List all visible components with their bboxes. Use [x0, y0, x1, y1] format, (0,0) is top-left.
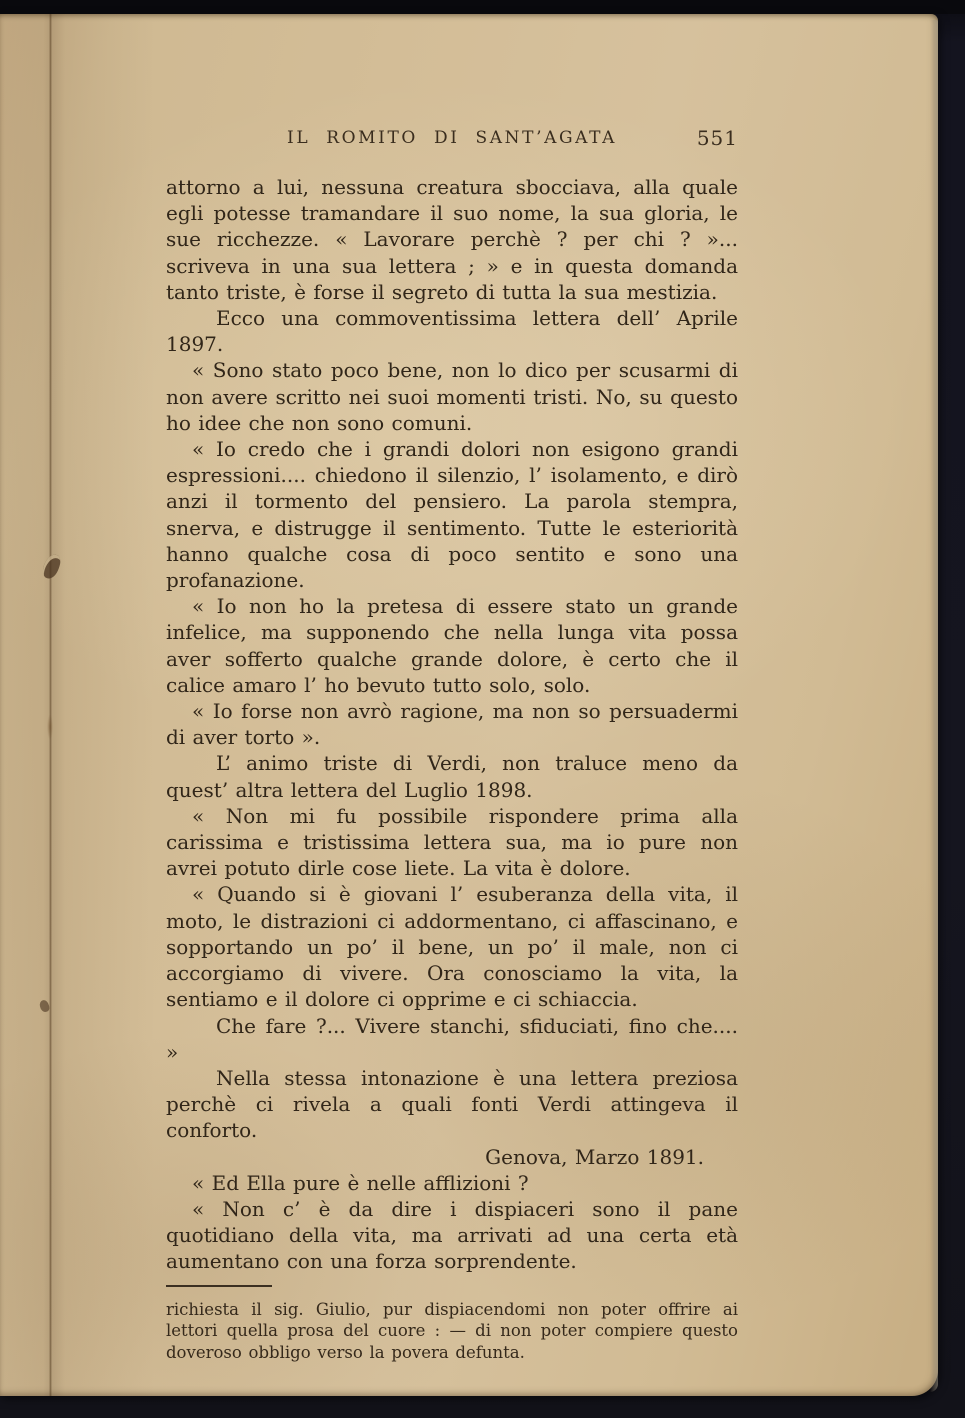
- paragraph-13: « Ed Ella pure è nelle afflizioni ?: [192, 1170, 529, 1195]
- page-body: [166, 174, 738, 1363]
- paragraph-1: attorno a lui, nessuna creatura sbocciava, alla quale egli potesse tramandare il suo nome, la sua gloria, le sue ricchezze. « Lavorare perchè ? per chi ? »... scriveva in una sua lettera ; » e in questa domanda tanto triste, è forse il segreto di tutta la sua mestizia.: [166, 175, 738, 304]
- paragraph-8: « Non mi fu possibile rispondere prima alla carissima e tristissima lettera sua, ma io pure non avrei potuto dirle cose liete. La vita è dolore.: [166, 803, 738, 881]
- book-page: [0, 14, 938, 1396]
- gutter-crease-line: [49, 14, 52, 1396]
- paragraph-9: « Quando si è giovani l’ esuberanza della vita, il moto, le distrazioni ci addormentano, ci affascinano, e sopportando un po’ il bene, un po’ il male, non ci accorgiamo di vivere. Ora conosciamo la vita, la sentiamo e il dolore ci opprime e ci schiaccia.: [166, 882, 738, 1012]
- paragraph-4: « Io credo che i grandi dolori non esigono grandi espressioni.... chiedono il silenzio, l’ isolamento, e dirò anzi il tormento del pensiero. La parola stempra, snerva, e distrugge il sentimento. Tutte le esteriorità hanno qualche cosa di poco sentito e sono una profanazione.: [166, 437, 738, 593]
- page-gutter-fold: [0, 14, 155, 1396]
- footnote-section: [166, 1285, 738, 1364]
- paragraph-3: « Sono stato poco bene, non lo dico per scusarmi di non avere scritto nei suoi momenti tristi. No, su questo ho idee che non sono comuni.: [166, 358, 738, 435]
- paper-nick-mark: [47, 714, 53, 740]
- paragraph-7: L’ animo triste di Verdi, non traluce meno da quest’ altra lettera del Luglio 1898.: [166, 751, 738, 802]
- running-header: [166, 128, 738, 152]
- paragraph-10: Che fare ?... Vivere stanchi, sfiduciati, fino che.... »: [166, 1013, 738, 1064]
- paragraph-14: « Non c’ è da dire i dispiaceri sono il pane quotidiano della vita, ma arrivati ad una certa età aumentano con una forza sorprendente.: [166, 1196, 738, 1274]
- paragraph-12: Genova, Marzo 1891.: [485, 1144, 704, 1169]
- paragraph-5: « Io non ho la pretesa di essere stato un grande infelice, ma supponendo che nella lunga vita possa aver sofferto qualche grande dolore, è certo che il calice amaro l’ ho bevuto tutto solo, solo.: [166, 594, 738, 697]
- paragraph-2: Ecco una commoventissima lettera dell’ Aprile 1897.: [166, 306, 738, 357]
- page-stack-edge: [930, 20, 938, 1392]
- page-number: 551: [696, 126, 738, 150]
- chapter-title: IL ROMITO DI SANT’AGATA: [287, 128, 617, 148]
- paragraph-11: Nella stessa intonazione è una lettera preziosa perchè ci rivela a quali fonti Verdi attingeva il conforto.: [166, 1065, 738, 1143]
- paragraph-6: « Io forse non avrò ragione, ma non so persuadermi di aver torto ».: [166, 699, 738, 750]
- footnote-text: richiesta il sig. Giulio, pur dispiacendomi non poter offrire ai lettori quella prosa del cuore : — di non poter compiere questo doveroso obbligo verso la povera defunta.: [166, 1299, 738, 1362]
- scan-top-shadow: [0, 0, 965, 14]
- footnote-rule: [166, 1285, 272, 1287]
